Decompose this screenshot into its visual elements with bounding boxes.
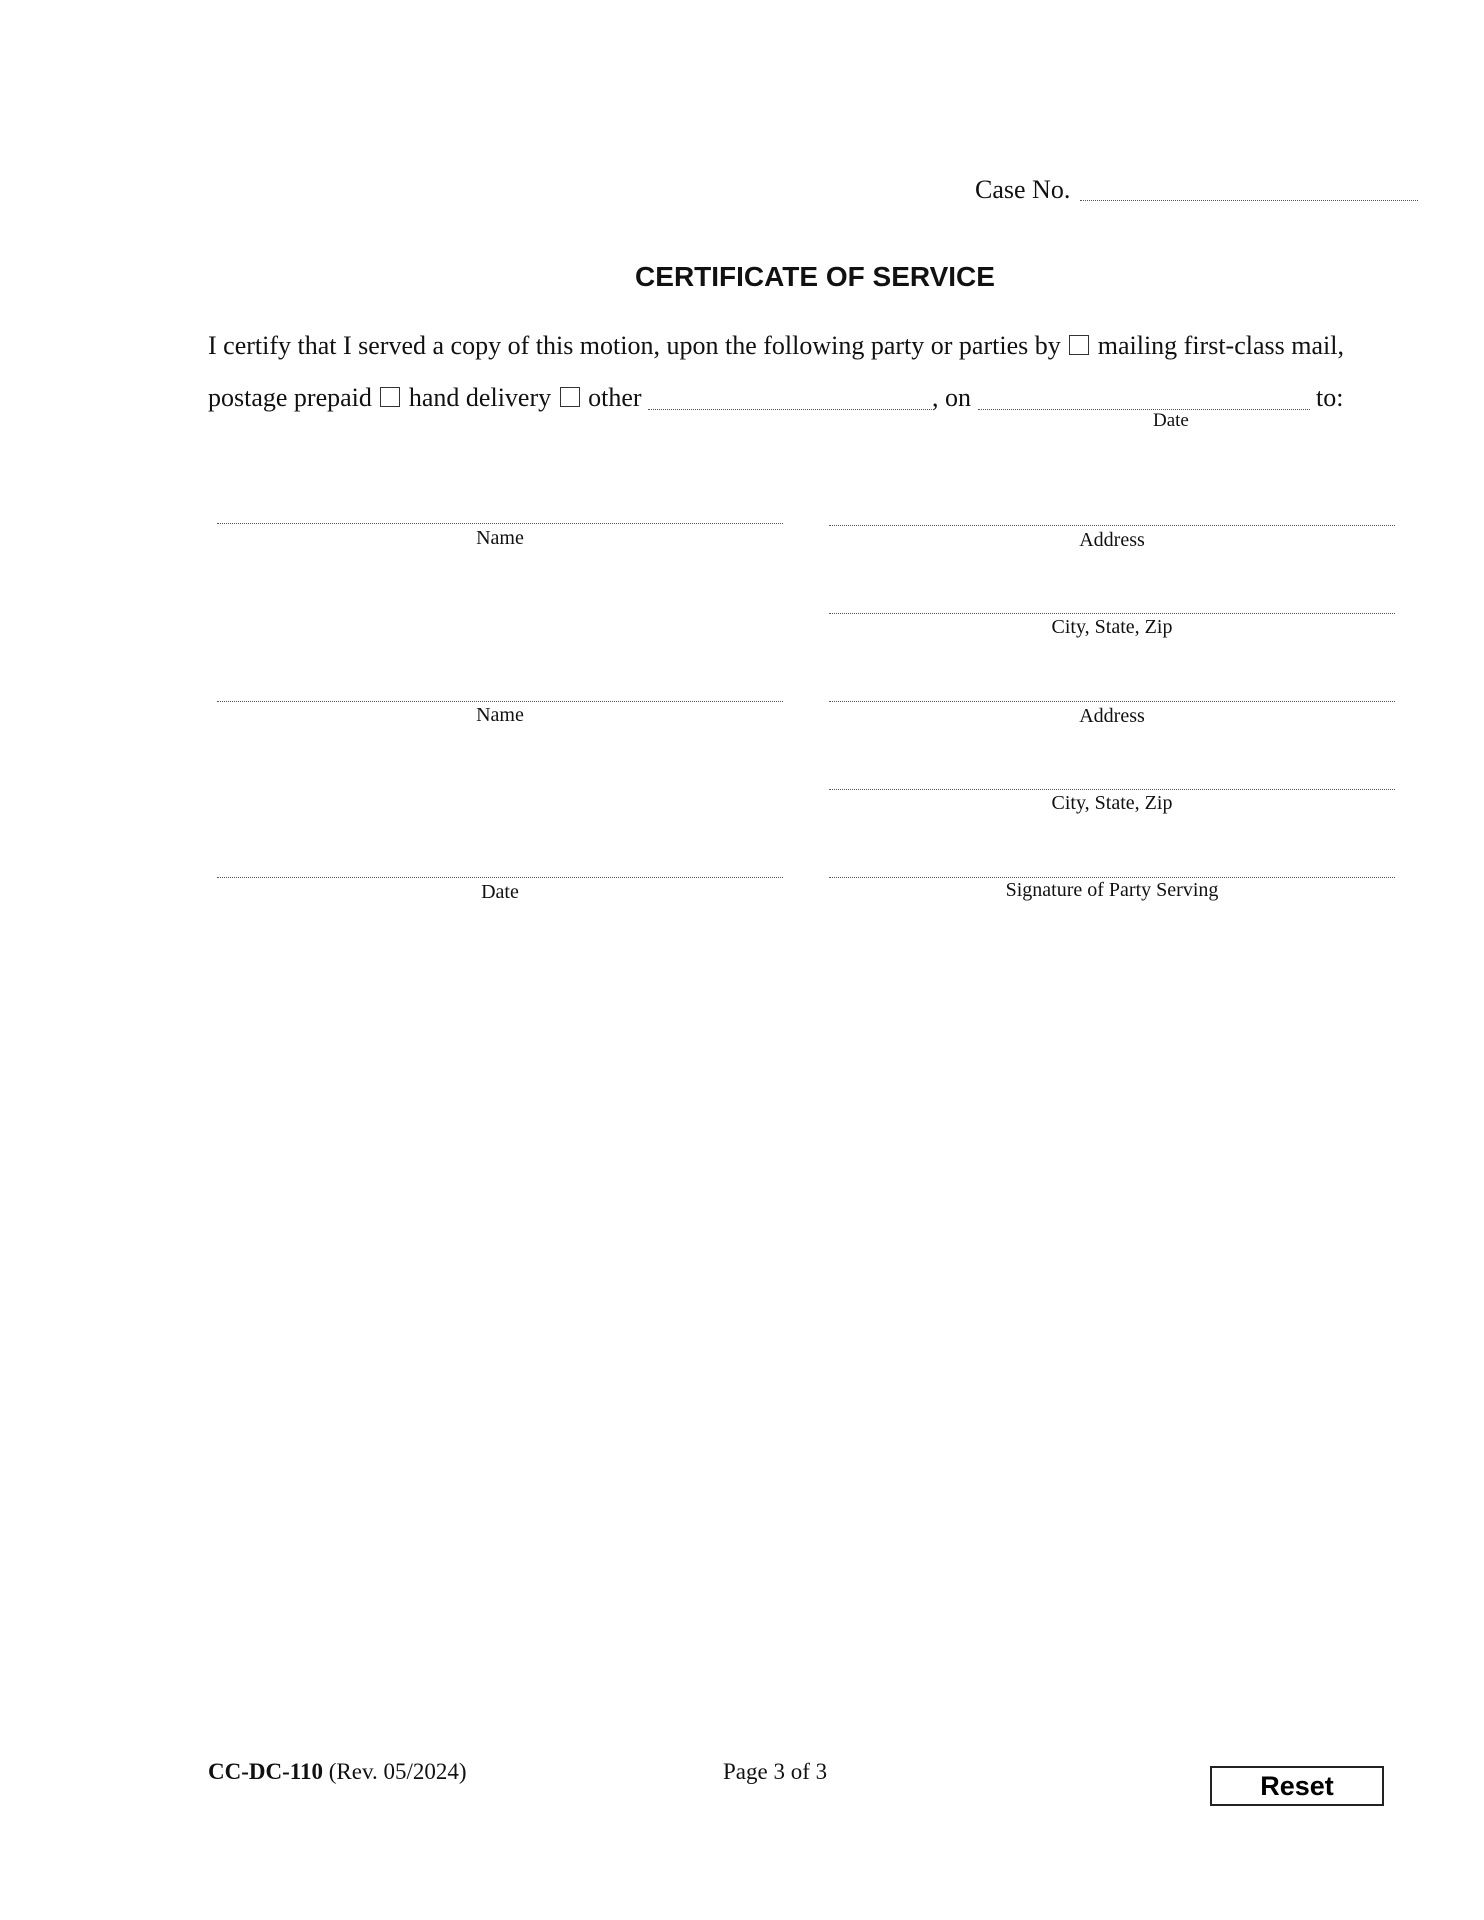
other-label: other [588, 383, 642, 412]
party-1-address-caption: Address [1079, 529, 1145, 551]
hand-delivery-label: hand delivery [408, 383, 552, 412]
party-1-city-caption: City, State, Zip [1051, 616, 1173, 638]
party-1-name-caption: Name [476, 527, 524, 549]
service-date-field[interactable] [978, 385, 1310, 410]
party-2-city-field[interactable] [829, 788, 1395, 790]
reset-button[interactable]: Reset [1210, 1766, 1384, 1806]
party-1-name-field[interactable] [217, 522, 783, 524]
signing-date-field[interactable] [217, 876, 783, 878]
to-text: to: [1316, 383, 1344, 412]
other-method-field[interactable] [648, 385, 932, 410]
party-2-address-caption: Address [1079, 705, 1145, 727]
mail-checkbox[interactable] [1069, 335, 1089, 355]
form-id [208, 1758, 467, 1786]
case-number-field[interactable] [1080, 170, 1418, 201]
certify-text: I certify that I served a copy of this motion, upon the following party or parties by [208, 331, 1061, 360]
mail-option-label: mailing first-class mail, [1097, 331, 1344, 360]
party-2-name-field[interactable] [217, 700, 783, 702]
party-2-address-field[interactable] [829, 700, 1395, 702]
party-2-name-caption: Name [476, 704, 524, 726]
form-number: CC-DC-110 [208, 1759, 323, 1784]
case-number-label: Case No. [975, 175, 1071, 204]
comma-on-text: , on [932, 383, 972, 412]
signature-caption: Signature of Party Serving [1005, 879, 1219, 901]
certify-line-1 [208, 330, 1344, 362]
hand-delivery-checkbox[interactable] [380, 387, 400, 407]
service-date-caption: Date [1153, 410, 1189, 431]
party-2-city-caption: City, State, Zip [1051, 792, 1173, 814]
page-number: Page 3 of 3 [723, 1759, 828, 1784]
postage-text: postage prepaid [208, 383, 372, 412]
other-checkbox[interactable] [560, 387, 580, 407]
party-1-address-field[interactable] [829, 524, 1395, 526]
form-revision: (Rev. 05/2024) [328, 1759, 467, 1784]
party-1-city-field[interactable] [829, 612, 1395, 614]
page-title: CERTIFICATE OF SERVICE [635, 261, 995, 292]
signing-date-caption: Date [481, 881, 519, 903]
